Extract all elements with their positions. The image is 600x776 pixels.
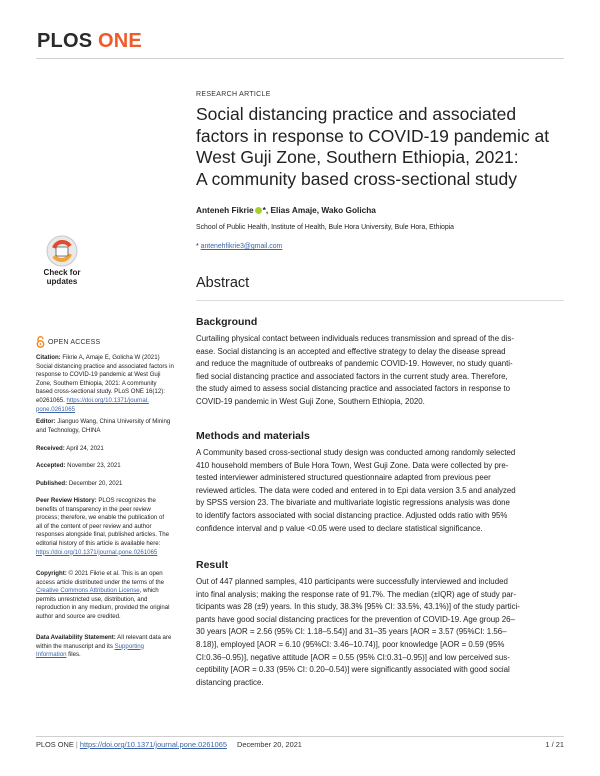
- background-heading: Background: [196, 316, 258, 328]
- license-link[interactable]: Creative Commons Attribution License: [36, 587, 140, 595]
- citation-line: Fikrie A, Amaje E, Golicha W (2021): [60, 354, 160, 361]
- article-type: RESEARCH ARTICLE: [196, 91, 271, 98]
- header-divider: [36, 58, 564, 59]
- copyright-line: access article distributed under the terms of the: [36, 578, 165, 586]
- copyright-line: author and source are credited.: [36, 612, 121, 620]
- peer-review-block: [36, 497, 186, 557]
- text-line: into final analysis; making the response rate of 91.7%. The median (±IQR) age of study par-: [196, 589, 516, 599]
- text-line: Out of 447 planned samples, 410 participants were successfully interviewed and included: [196, 577, 508, 586]
- abstract-heading: Abstract: [196, 275, 250, 291]
- received-label: Received:: [36, 445, 65, 452]
- citation-doi-link-cont[interactable]: pone.0261065: [36, 405, 75, 413]
- check-for-updates-label[interactable]: [36, 268, 88, 286]
- corresponding-email-line: [196, 243, 282, 250]
- text-line: by SPSS version 23. The bivariate and multivariate logistic regressions analysis was done: [196, 498, 510, 508]
- page-footer: [36, 740, 302, 749]
- peer-line: editorial history of this article is available here:: [36, 539, 161, 547]
- data-line: All relevant data are: [115, 634, 172, 641]
- text-line: the study aimed to assess social distancing practice and associated factors in response to: [196, 384, 511, 394]
- methods-text: [196, 447, 566, 535]
- author-names-rest[interactable]: , Elias Amaje, Wako Golicha: [265, 205, 376, 215]
- logo-plos: PLOS: [37, 30, 93, 52]
- text-line: ticipants was 28 (±9) years. In this study, 38.3% [95% CI: 33.5%, 43.1%)] of the study partici-: [196, 602, 520, 612]
- supporting-info-link-cont[interactable]: Information: [36, 651, 67, 659]
- article-title: [196, 104, 576, 190]
- text-line: distancing practice.: [196, 677, 264, 687]
- text-line: ease. Social distancing is an accepted and effective strategy to delay the disease spread: [196, 346, 506, 356]
- abstract-divider: [196, 300, 564, 301]
- methods-heading: Methods and materials: [196, 430, 310, 442]
- data-availability-block: [36, 634, 186, 660]
- open-access-lock-icon: [36, 336, 45, 348]
- citation-line: Zone, Southern Ethiopia, 2021: A community: [36, 379, 157, 387]
- text-line: to identify factors associated with social distancing practice. Adjusted odds ratio with 95%: [196, 510, 508, 520]
- peer-line: benefits of transparency in the peer review: [36, 505, 151, 513]
- received-date: [36, 445, 186, 454]
- footer-doi-link[interactable]: https://doi.org/10.1371/journal.pone.0261065: [79, 740, 227, 749]
- data-line: files.: [66, 651, 81, 659]
- copyright-label: Copyright:: [36, 570, 67, 577]
- text-line: pants have good social distancing practices for the prevention of COVID-19. Age group 26–: [196, 614, 515, 624]
- peer-review-link[interactable]: https://doi.org/10.1371/journal.pone.0261065: [36, 548, 158, 556]
- peer-line: PLOS recognizes the: [96, 497, 156, 504]
- author-name[interactable]: Anteneh Fikrie: [196, 205, 254, 215]
- text-line: confidence interval and p value <0.05 were used to declare statistical significance.: [196, 523, 483, 533]
- open-access-label: OPEN ACCESS: [48, 339, 101, 346]
- peer-review-label: Peer Review History:: [36, 497, 97, 504]
- received-value: April 24, 2021: [64, 445, 104, 452]
- editor-block: [36, 418, 186, 435]
- badge-line: updates: [46, 277, 78, 286]
- peer-line: all of the content of peer review and author: [36, 522, 152, 530]
- editor-line: and Technology, CHINA: [36, 426, 101, 434]
- copyright-block: [36, 570, 186, 622]
- title-line: West Guji Zone, Southern Ethiopia, 2021:: [196, 147, 519, 167]
- editor-label: Editor:: [36, 418, 56, 425]
- citation-line: Social distancing practice and associated factors in: [36, 362, 174, 370]
- corresponding-star: *: [196, 243, 199, 250]
- peer-line: responses alongside final, published articles. The: [36, 531, 170, 539]
- copyright-line: , which: [139, 587, 159, 595]
- copyright-line: reproduction in any medium, provided the original: [36, 604, 170, 612]
- journal-logo[interactable]: [37, 30, 142, 53]
- corresponding-email-link[interactable]: antenehfikrie3@gmail.com: [200, 243, 283, 250]
- copyright-line: © 2021 Fikrie et al. This is an open: [66, 570, 163, 577]
- footer-date: December 20, 2021: [237, 740, 302, 749]
- title-line: Social distancing practice and associated: [196, 104, 517, 124]
- footer-separator: |: [73, 740, 80, 749]
- peer-line: process; therefore, we enable the publication of: [36, 514, 165, 522]
- text-line: 410 household members of Bule Hora Town, West Guji Zone. Data were collected by pre-: [196, 460, 509, 470]
- published-value: December 20, 2021: [67, 480, 123, 487]
- author-list: [196, 205, 376, 215]
- title-line: factors in response to COVID-19 pandemic at: [196, 125, 550, 146]
- text-line: CI:0.36–0.95)], negative attitude [AOR = 0.55 (95% CI:0.31–0.95)] and low perceived sus-: [196, 652, 510, 662]
- background-text: [196, 333, 566, 409]
- accepted-date: [36, 462, 186, 471]
- text-line: reviewed articles. The data were coded and entered in to Epi data version 3.5 and analyzed: [196, 485, 516, 495]
- affiliation: School of Public Health, Institute of Health, Bule Hora University, Bule Hora, Ethiopia: [196, 224, 455, 231]
- corresponding-mark: *: [262, 205, 266, 215]
- citation-block: [36, 354, 186, 414]
- published-label: Published:: [36, 480, 68, 487]
- badge-line: Check for: [43, 268, 81, 277]
- text-line: Curtailing physical contact between individuals reduces transmission and spread of the dis-: [196, 334, 514, 343]
- text-line: tested interviewer administered structured questionnaire adapted from previous peer: [196, 473, 491, 483]
- data-availability-label: Data Availability Statement:: [36, 634, 116, 641]
- logo-one: ONE: [98, 30, 142, 52]
- result-text: [196, 576, 566, 689]
- text-line: ceptibility [AOR = 0.33 (95% CI: 0.20–0.54)] were significantly associated with good social: [196, 665, 510, 675]
- citation-line: e0261065.: [36, 396, 67, 404]
- text-line: 8.18)], employed [AOR = 6.10 (95%CI: 3.46–10.74)], poor knowledge [AOR = 0.59 (95%: [196, 639, 505, 649]
- footer-journal: PLOS ONE: [36, 740, 74, 749]
- orcid-icon[interactable]: [255, 207, 262, 214]
- text-line: and reduce the magnitude of outbreaks of pandemic COVID-19. However, no study quanti-: [196, 359, 513, 369]
- accepted-label: Accepted:: [36, 462, 66, 469]
- copyright-line: permits unrestricted use, distribution, and: [36, 595, 148, 603]
- text-line: COVID-19 pandemic in West Guji Zone, Southern Ethiopia, 2020.: [196, 396, 425, 406]
- accepted-value: November 23, 2021: [65, 462, 121, 469]
- citation-doi-link[interactable]: https://doi.org/10.1371/journal.: [66, 396, 149, 404]
- footer-divider: [36, 736, 564, 737]
- supporting-info-link[interactable]: Supporting: [114, 642, 145, 650]
- check-for-updates-icon[interactable]: [36, 234, 88, 296]
- text-line: 30 years [AOR = 2.56 (95% CI: 1.18–5.54)] and 31–35 years [AOR = 3.57 (95%CI: 1.56–: [196, 627, 507, 637]
- title-line: A community based cross-sectional study: [196, 168, 517, 189]
- text-line: fied social distancing practice and associated factors in the current study area. Therefore,: [196, 371, 508, 381]
- result-heading: Result: [196, 559, 229, 571]
- data-line: within the manuscript and its: [36, 642, 115, 650]
- citation-label: Citation:: [36, 354, 61, 361]
- editor-line: Jianguo Wang, China University of Mining: [55, 418, 171, 425]
- citation-line: response to COVID-19 pandemic at West Guji: [36, 371, 161, 379]
- citation-line: based cross-sectional study. PLoS ONE 16(12):: [36, 388, 165, 396]
- text-line: A Community based cross-sectional study design was conducted among randomly selected: [196, 448, 516, 457]
- page-number: 1 / 21: [545, 740, 564, 749]
- published-date: [36, 480, 186, 489]
